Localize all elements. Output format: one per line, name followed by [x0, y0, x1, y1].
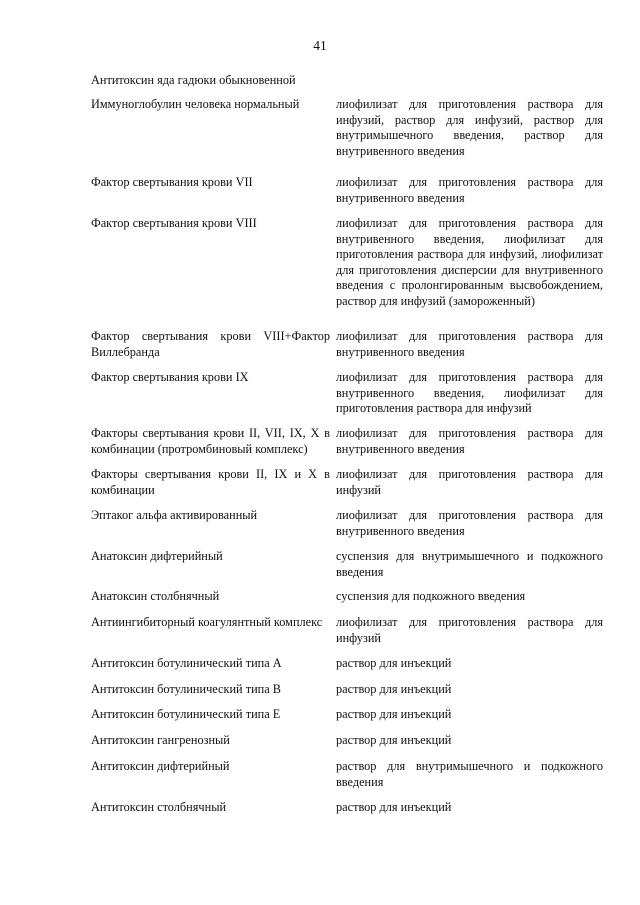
dosage-form: лиофилизат для приготовления раствора для инфузий, раствор для инфузий, раствор для внутримышечного введения, раствор для внутривенного введения	[336, 97, 603, 158]
drug-name: Анатоксин столбнячный	[91, 589, 220, 603]
drug-name: Фактор свертывания крови IX	[91, 370, 249, 384]
drug-name: Иммуноглобулин человека нормальный	[91, 97, 300, 111]
page-number: 41	[313, 38, 327, 53]
drug-name: Антитоксин ботулинический типа В	[91, 682, 281, 696]
dosage-form: раствор для инъекций	[336, 682, 452, 696]
drug-name: Антитоксин гангренозный	[91, 733, 230, 747]
dosage-form: раствор для инъекций	[336, 707, 452, 721]
dosage-form	[336, 73, 603, 97]
drug-name: Антиингибиторный коагулянтный комплекс	[91, 615, 323, 629]
table-row	[91, 175, 603, 216]
drug-name: Антитоксин дифтерийный	[91, 759, 230, 773]
table-row	[91, 370, 603, 426]
drug-name: Факторы свертывания крови II, IX и X в комбинации	[91, 467, 330, 497]
drug-name: Анатоксин дифтерийный	[91, 549, 223, 563]
table-row	[91, 73, 603, 97]
table-row	[91, 329, 603, 370]
dosage-form: раствор для внутримышечного и подкожного введения	[336, 759, 603, 789]
dosage-form: суспензия для подкожного введения	[336, 589, 526, 603]
drug-name: Эптаког альфа активированный	[91, 508, 258, 522]
drug-name: Фактор свертывания крови VII	[91, 175, 253, 189]
drug-name: Фактор свертывания крови VIII+Фактор Виллебранда	[91, 329, 330, 359]
table-row	[91, 800, 603, 820]
table-row	[91, 97, 603, 175]
dosage-form: лиофилизат для приготовления раствора для инфузий	[336, 615, 603, 645]
table-row	[91, 733, 603, 759]
table-row	[91, 589, 603, 615]
table-row	[91, 508, 603, 549]
dosage-form: лиофилизат для приготовления раствора для внутривенного введения	[336, 175, 603, 205]
drug-name: Фактор свертывания крови VIII	[91, 216, 257, 230]
table-row	[91, 467, 603, 508]
dosage-form: лиофилизат для приготовления раствора для внутривенного введения, лиофилизат для приготовления раствора для инфузий	[336, 370, 603, 415]
dosage-form: лиофилизат для приготовления раствора для внутривенного введения	[336, 426, 603, 456]
table-row	[91, 656, 603, 682]
dosage-form: раствор для инъекций	[336, 800, 452, 814]
table-row	[91, 759, 603, 800]
dosage-form: раствор для инъекций	[336, 733, 452, 747]
drug-table	[91, 73, 603, 820]
drug-name: Антитоксин столбнячный	[91, 800, 227, 814]
drug-name: Антитоксин ботулинический типа Е	[91, 707, 281, 721]
table-row	[91, 707, 603, 733]
dosage-form: суспензия для внутримышечного и подкожного введения	[336, 549, 603, 579]
table-row	[91, 615, 603, 656]
dosage-form: лиофилизат для приготовления раствора для внутривенного введения	[336, 508, 603, 538]
drug-name: Антитоксин ботулинический типа А	[91, 656, 282, 670]
dosage-form: лиофилизат для приготовления раствора для инфузий	[336, 467, 603, 497]
table-row	[91, 426, 603, 467]
drug-name: Факторы свертывания крови II, VII, IX, X в комбинации (протромбиновый комплекс)	[91, 426, 330, 456]
table-row	[91, 682, 603, 707]
dosage-form: лиофилизат для приготовления раствора для внутривенного введения, лиофилизат для приготовления раствора для инфузий, лиофилизат для приготовления дисперсии для внутривенного введения с пролонгированным высвобождением, раствор для инфузий (замороженный)	[336, 216, 603, 308]
dosage-form: лиофилизат для приготовления раствора для внутривенного введения	[336, 329, 603, 359]
dosage-form: раствор для инъекций	[336, 656, 452, 670]
drug-name: Антитоксин яда гадюки обыкновенной	[91, 73, 296, 87]
table-row	[91, 216, 603, 329]
table-row	[91, 549, 603, 589]
